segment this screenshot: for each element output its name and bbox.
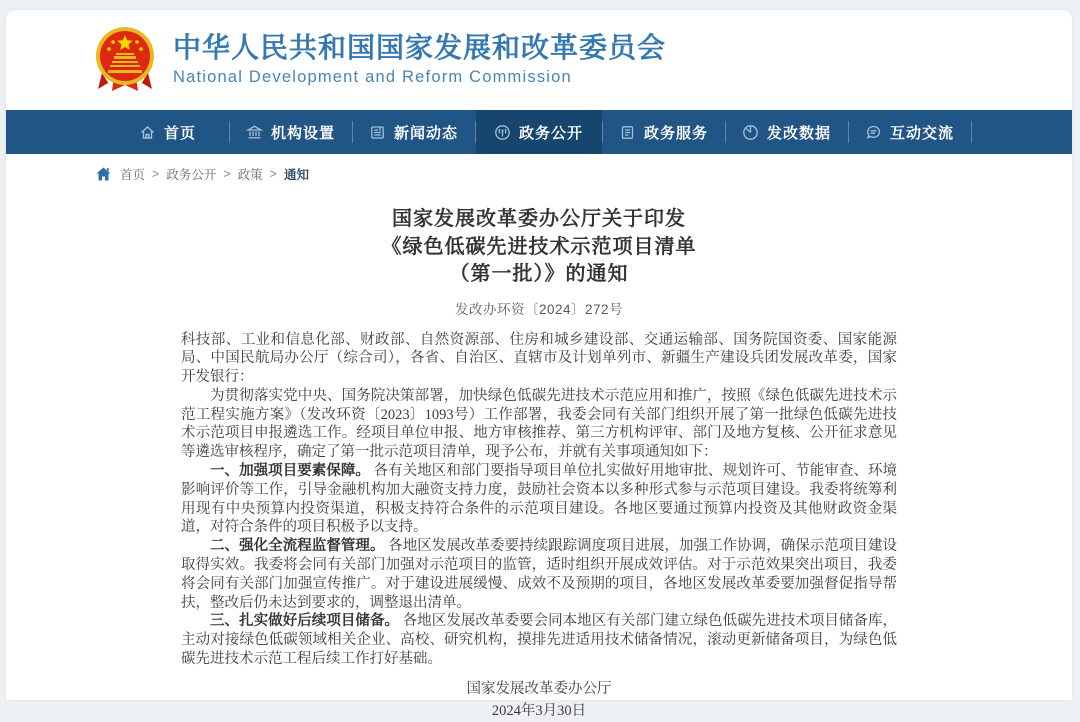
nav-item-gov-disclosure[interactable] xyxy=(476,110,602,154)
breadcrumb-item-gov-disclosure[interactable]: 政务公开 xyxy=(166,168,217,182)
paragraph-lead: 三、扎实做好后续项目储备。 xyxy=(210,613,400,630)
paragraph-text: 各地区发展改革委要会同本地区有关部门建立绿色低碳先进技术项目储备库，主动对接绿色低碳领域相关企业、高校、研究机构，摸排先进适用技术储备情况，滚动更新储备项目，为绿色低碳先进技术示范工程后续工作打好基础。 xyxy=(181,613,898,668)
document-number: 发改办环资〔2024〕272号 xyxy=(454,301,624,317)
document-title xyxy=(181,206,897,289)
breadcrumb-separator: > xyxy=(269,167,277,181)
document-icon xyxy=(619,124,636,141)
national-emblem-logo xyxy=(92,25,158,95)
nav-label: 政务服务 xyxy=(643,124,708,142)
paragraph-item-1 xyxy=(181,462,897,537)
document-article xyxy=(181,206,897,722)
chat-icon xyxy=(865,124,882,141)
paragraph-item-3 xyxy=(181,612,897,668)
nav-item-gov-services[interactable] xyxy=(603,110,725,154)
signature-date: 2024年3月30日 xyxy=(491,702,587,719)
paragraph-text: 为贯彻落实党中央、国务院决策部署，加快绿色低碳先进技术示范应用和推广，按照《绿色低碳先进技术示范工程实施方案》（发改环资〔2023〕1093号）工作部署，我委会同有关部门组织开展了第一批绿色低碳先进技术示范项目申报遴选工作。经项目单位申报、地方审核推荐、第三方机构评审、部门及地方复核、公开征求意见等遴选审核程序，确定了第一批示范项目清单，现予公布，并就有关事项通知如下： xyxy=(181,387,897,461)
broadcast-icon xyxy=(494,124,511,141)
nav-item-ndrc-data[interactable] xyxy=(726,110,848,154)
nav-separator xyxy=(971,121,972,143)
document-body xyxy=(181,331,897,669)
nav-item-interaction[interactable] xyxy=(849,110,971,154)
pie-chart-icon xyxy=(742,124,759,141)
nav-item-news[interactable] xyxy=(353,110,475,154)
document-signature-block xyxy=(181,678,897,722)
breadcrumb-item-home[interactable]: 首页 xyxy=(120,168,146,182)
nav-label: 新闻动态 xyxy=(393,124,458,142)
nav-label: 首页 xyxy=(163,124,196,142)
site-title-cn: 中华人民共和国国家发展和改革委员会 xyxy=(173,32,667,63)
document-title-line-3: （第一批）》的通知 xyxy=(449,263,629,285)
nav-label: 互动交流 xyxy=(889,124,954,142)
site-title-block xyxy=(173,32,666,88)
nav-label: 发改数据 xyxy=(766,124,831,142)
news-icon xyxy=(369,124,386,141)
bank-icon xyxy=(246,124,263,141)
nav-label: 机构设置 xyxy=(270,124,335,142)
paragraph-text: 科技部、工业和信息化部、财政部、自然资源部、住房和城乡建设部、交通运输部、国务院国资委、国家能源局、中国民航局办公厅（综合司），各省、自治区、直辖市及计划单列市、新疆生产建设兵团发展改革委，国家开发银行： xyxy=(181,331,897,386)
paragraph-lead: 一、加强项目要素保障。 xyxy=(210,463,370,480)
breadcrumb-home-icon xyxy=(96,167,111,181)
main-nav xyxy=(6,110,1072,154)
page-container xyxy=(6,10,1072,719)
document-title-line-1: 国家发展改革委办公厅关于印发 xyxy=(392,208,686,230)
site-header xyxy=(6,10,1072,110)
site-title-en: National Development and Reform Commission xyxy=(173,68,572,86)
paragraph-lead: 二、强化全流程监督管理。 xyxy=(210,538,385,555)
paragraph-intro xyxy=(181,387,897,462)
breadcrumb xyxy=(6,154,1072,192)
nav-item-home[interactable] xyxy=(107,110,229,154)
document-title-line-2: 《绿色低碳先进技术示范项目清单 xyxy=(381,235,697,258)
breadcrumb-item-current: 通知 xyxy=(283,168,309,182)
home-icon xyxy=(139,124,156,141)
paragraph-item-2 xyxy=(181,537,897,612)
signature-issuer: 国家发展改革委办公厅 xyxy=(466,680,612,697)
paragraph-addressees xyxy=(181,331,897,387)
paragraph-text: 各地区发展改革委要持续跟踪调度项目进展，加强工作协调，确保示范项目建设取得实效。我委将会同有关部门加强对示范项目的监管，适时组织开展成效评估。对于示范效果突出项目，我委将会同有关部门加强宣传推广。对于建设进展缓慢、成效不及预期的项目，各地区发展改革委要加强督促指导帮扶，整改后仍未达到要求的，调整退出清单。 xyxy=(181,538,898,611)
paragraph-text: 各有关地区和部门要指导项目单位扎实做好用地审批、规划许可、节能审查、环境影响评价等工作，引导金融机构加大融资支持力度，鼓励社会资本以多种形式参与示范项目建设。我委将统筹利用现有中央预算内投资渠道，积极支持符合条件的示范项目建设。各地区要通过预算内投资及其他财政资金渠道，对符合条件的项目积极予以支持。 xyxy=(181,463,898,536)
breadcrumb-separator: > xyxy=(152,167,160,181)
breadcrumb-separator: > xyxy=(223,167,231,181)
nav-item-organization[interactable] xyxy=(230,110,352,154)
breadcrumb-item-policy[interactable]: 政策 xyxy=(237,168,263,182)
nav-label: 政务公开 xyxy=(518,124,583,142)
